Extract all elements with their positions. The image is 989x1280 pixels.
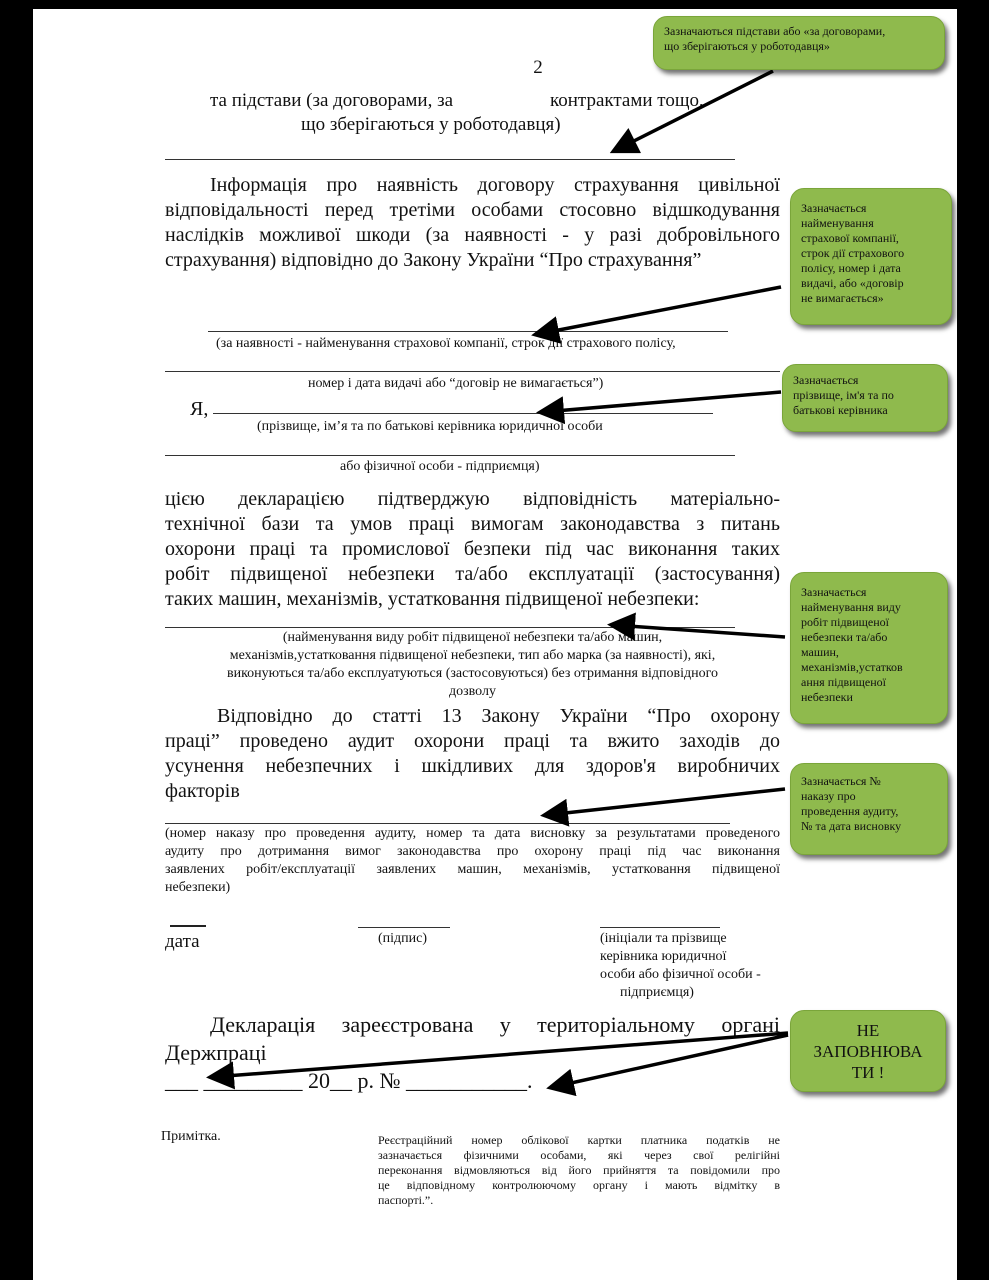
arrow-3 [543, 392, 781, 412]
page-number: 2 [533, 57, 543, 78]
callout-do-not-fill-line: ТИ ! [851, 1063, 885, 1082]
audit-line-3: усунення небезпечних і шкідливих для здоров'я виробничих [165, 755, 780, 777]
callout-works-line: ання підвищеної [801, 675, 886, 689]
declarant-hint-2: або фізичної особи - підприємця) [340, 459, 540, 474]
callout-do-not-fill-line: НЕ [856, 1021, 880, 1040]
note-line-5: паспорті.”. [378, 1193, 434, 1207]
audit-hint-1: (номер наказу про проведення аудиту, номер та дата висновку за результатами проведеного [165, 826, 780, 841]
callout-audit-line: № та дата висновку [801, 819, 902, 833]
callout-do-not-fill [790, 1010, 946, 1092]
audit-line-4: факторів [165, 780, 240, 802]
audit-line-2: праці” проведено аудит охорони праці та вжито заходів до [165, 730, 780, 752]
initials-hint-2: керівника юридичної [600, 949, 727, 964]
note-line-3: переконання відмовляються від його прийняття та повідомили про [378, 1163, 780, 1177]
callout-insurance-line: видачі, або «договір [801, 276, 904, 290]
basis-line-1b: контрактами тощо, [550, 90, 704, 111]
note-line-2: зазначається фізичними особами, які через свої релігійні [378, 1148, 780, 1162]
callout-declarant-line: Зазначається [793, 373, 859, 387]
basis-line-2: що зберігаються у роботодавця) [301, 114, 561, 135]
initials-fill-line[interactable] [600, 927, 720, 928]
audit-line-1: Відповідно до статті 13 Закону України “Про охорону [217, 705, 780, 727]
callout-works [790, 572, 948, 724]
callout-works-line: найменування виду [801, 600, 901, 614]
audit-hint-2: аудиту про дотримання вимог законодавства про охорону праці під час виконання [165, 844, 780, 859]
works-hint-3: виконуються та/або експлуатуються (застосовуються) без отримання відповідного [226, 666, 719, 681]
callout-do-not-fill-line: ЗАПОВНЮВА [813, 1042, 923, 1061]
works-fill-line[interactable] [165, 627, 735, 628]
callout-basis [653, 16, 945, 70]
callout-works-line: Зазначається [801, 585, 867, 599]
date-label: дата [165, 931, 200, 952]
confirm-line-5: таких машин, механізмів, устатковання підвищеної небезпеки: [165, 588, 700, 610]
callout-insurance-line: не вимагається» [801, 291, 884, 305]
callout-basis-line-2: що зберігаються у роботодавця» [664, 39, 830, 53]
callout-declarant-line: батькові керівника [793, 403, 888, 417]
callout-works-line: небезпеки [801, 690, 853, 704]
registration-line-3: ___ _________ 20__ р. № ___________. [165, 1068, 533, 1093]
confirm-line-4: робіт підвищеної небезпеки та/або експлуатації (застосування) [165, 563, 780, 585]
callout-insurance-line: полісу, номер і дата [801, 261, 901, 275]
confirm-line-1: цією декларацією підтверджую відповідність матеріально- [165, 488, 780, 510]
sign-fill-line[interactable] [358, 927, 450, 928]
basis-fill-line[interactable] [165, 159, 735, 160]
callout-insurance-line: найменування [801, 216, 874, 230]
callout-works-line: небезпеки та/або [801, 630, 888, 644]
callout-works-line: механізмів,устатков [801, 660, 903, 674]
basis-line-1a: та підстави (за договорами, за [210, 90, 454, 111]
insurance-fill-line[interactable] [208, 331, 728, 332]
insurance-line-3: наслідків можливої шкоди (за наявності - у разі добровільного [165, 224, 780, 246]
callout-declarant [782, 364, 948, 432]
declarant-fill-line[interactable] [213, 413, 713, 414]
insurance-line-2: відповідальності перед третіми особами стосовно відшкодування [165, 199, 780, 221]
insurance-hint-2: номер і дата видачі або “договір не вимагається”) [308, 376, 604, 391]
date-fill-line[interactable] [170, 925, 206, 927]
audit-hint-3: заявлених робіт/експлуатації заявлених машин, механізмів, устатковання підвищеної [165, 862, 780, 877]
declarant-fill-line-2[interactable] [165, 455, 735, 456]
audit-fill-line[interactable] [165, 823, 730, 824]
initials-hint-4: підприємця) [620, 985, 694, 1000]
insurance-fill-line-2[interactable] [165, 371, 780, 372]
arrow-2 [538, 287, 781, 334]
callout-works-line: машин, [801, 645, 839, 659]
works-hint-2: механізмів,устатковання підвищеної небезпеки, тип або марка (за наявності), які, [229, 648, 716, 663]
declarant-ya: Я, [190, 398, 209, 420]
insurance-line-4: страхування) відповідно до Закону України “Про страхування” [165, 249, 702, 271]
callout-audit [790, 763, 948, 855]
registration-line-2: Держпраці [165, 1040, 267, 1065]
confirm-line-2: технічної бази та умов праці вимогам законодавства з питань [165, 513, 780, 535]
works-hint-4: дозволу [449, 684, 496, 699]
sign-label: (підпис) [378, 931, 428, 946]
callout-insurance-line: строк дії страхового [801, 246, 905, 260]
callout-declarant-line: прізвище, ім'я та по [793, 388, 894, 402]
confirm-line-3: охорони праці та промислової безпеки під час виконання таких [165, 538, 780, 560]
callout-basis-line-1: Зазначаються підстави або «за договорами, [664, 24, 886, 38]
insurance-hint-1: (за наявності - найменування страхової компанії, строк дії страхового полісу, [216, 336, 676, 351]
note-line-1: Реєстраційний номер облікової картки платника податків не [378, 1133, 780, 1147]
callout-works-line: робіт підвищеної [801, 615, 889, 629]
callout-audit-line: Зазначається № [801, 774, 881, 788]
registration-line-1: Декларація зареєстрована у територіальному органі [210, 1012, 780, 1037]
insurance-line-1: Інформація про наявність договору страхування цивільної [210, 174, 780, 196]
audit-hint-4: небезпеки) [165, 880, 231, 895]
initials-hint-3: особи або фізичної особи - [600, 967, 761, 982]
callout-audit-line: наказу про [801, 789, 856, 803]
declarant-hint-1: (прізвище, ім’я та по батькові керівника юридичної особи [257, 419, 603, 434]
callout-insurance-line: страхової компанії, [801, 231, 899, 245]
callout-audit-line: проведення аудиту, [801, 804, 899, 818]
note-label: Примітка. [161, 1129, 221, 1144]
initials-hint-1: (ініціали та прізвище [600, 931, 727, 946]
callout-insurance [790, 188, 952, 325]
works-hint-1: (найменування виду робіт підвищеної небезпеки та/або машин, [282, 630, 663, 645]
callout-insurance-line: Зазначається [801, 201, 867, 215]
note-line-4: це відповідному контролюючому органу і мають відмітку в [378, 1178, 780, 1192]
